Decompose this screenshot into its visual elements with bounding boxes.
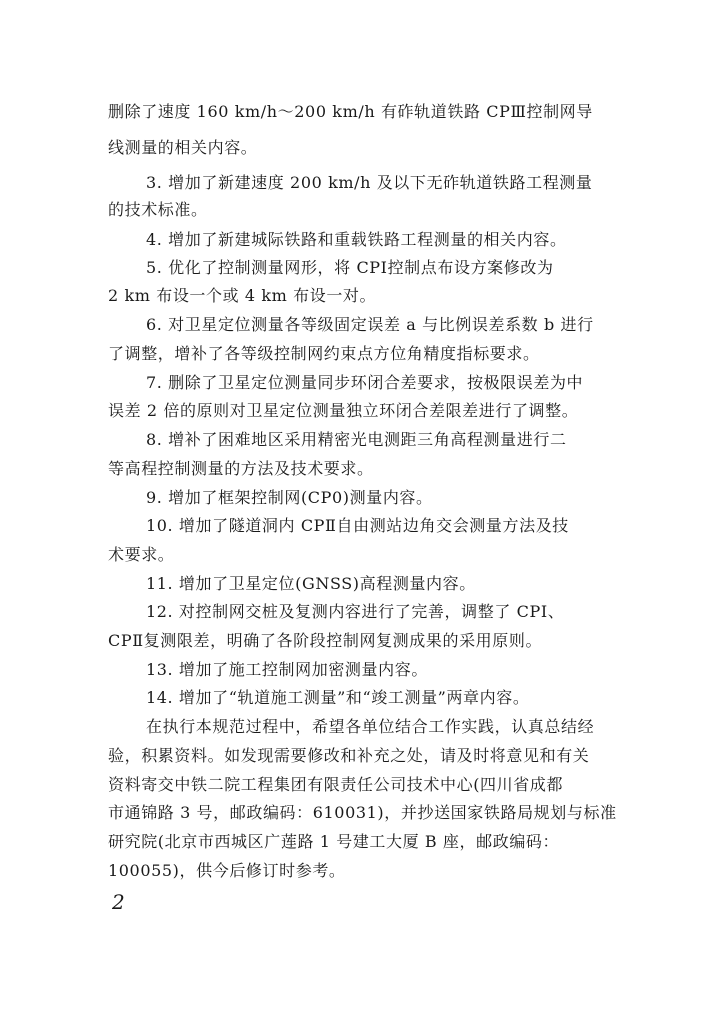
text-line: 误差 2 倍的原则对卫星定位测量独立环闭合差限差进行了调整。 bbox=[108, 401, 579, 420]
text-line: 7. 删除了卫星定位测量同步环闭合差要求，按极限误差为中 bbox=[146, 373, 584, 392]
text-line: 6. 对卫星定位测量各等级固定误差 a 与比例误差系数 b 进行 bbox=[146, 315, 594, 334]
text-line: 4. 增加了新建城际铁路和重载铁路工程测量的相关内容。 bbox=[146, 230, 567, 249]
text-line: 13. 增加了施工控制网加密测量内容。 bbox=[146, 660, 428, 679]
text-line: 12. 对控制网交桩及复测内容进行了完善，调整了 CPⅠ、 bbox=[146, 602, 565, 621]
text-line: 线测量的相关内容。 bbox=[108, 138, 258, 157]
text-line: 9. 增加了框架控制网(CP0)测量内容。 bbox=[146, 488, 433, 507]
text-line: 验，积累资料。如发现需要修改和补充之处，请及时将意见和有关 bbox=[108, 746, 590, 765]
text-line: 研究院(北京市西城区广莲路 1 号建工大厦 B 座，邮政编码： bbox=[108, 832, 560, 851]
text-line: 5. 优化了控制测量网形，将 CPⅠ控制点布设方案修改为 bbox=[146, 258, 554, 277]
text-line: 10. 增加了隧道洞内 CPⅡ自由测站边角交会测量方法及技 bbox=[146, 516, 569, 535]
text-line: 删除了速度 160 km/h～200 km/h 有砟轨道铁路 CPⅢ控制网导 bbox=[108, 102, 593, 121]
text-line: 8. 增补了困难地区采用精密光电测距三角高程测量进行二 bbox=[146, 430, 567, 449]
text-line: 11. 增加了卫星定位(GNSS)高程测量内容。 bbox=[146, 574, 476, 593]
text-line: 100055)，供今后修订时参考。 bbox=[108, 861, 346, 880]
text-line: 资料寄交中铁二院工程集团有限责任公司技术中心(四川省成都 bbox=[108, 775, 564, 794]
text-line: 市通锦路 3 号，邮政编码：610031)，并抄送国家铁路局规划与标准 bbox=[108, 803, 617, 822]
text-line: 2 km 布设一个或 4 km 布设一对。 bbox=[108, 286, 377, 305]
text-line: 的技术标准。 bbox=[108, 200, 208, 219]
text-line: 3. 增加了新建速度 200 km/h 及以下无砟轨道铁路工程测量 bbox=[146, 173, 593, 192]
text-line: 等高程控制测量的方法及技术要求。 bbox=[108, 459, 374, 478]
text-line: 14. 增加了“轨道施工测量”和“竣工测量”两章内容。 bbox=[146, 688, 530, 707]
page-number: 2 bbox=[112, 890, 125, 914]
text-line: 术要求。 bbox=[108, 545, 175, 564]
text-line: CPⅡ复测限差，明确了各阶段控制网复测成果的采用原则。 bbox=[108, 631, 543, 650]
text-line: 在执行本规范过程中，希望各单位结合工作实践，认真总结经 bbox=[146, 717, 595, 736]
text-line: 了调整，增补了各等级控制网约束点方位角精度指标要求。 bbox=[108, 344, 540, 363]
